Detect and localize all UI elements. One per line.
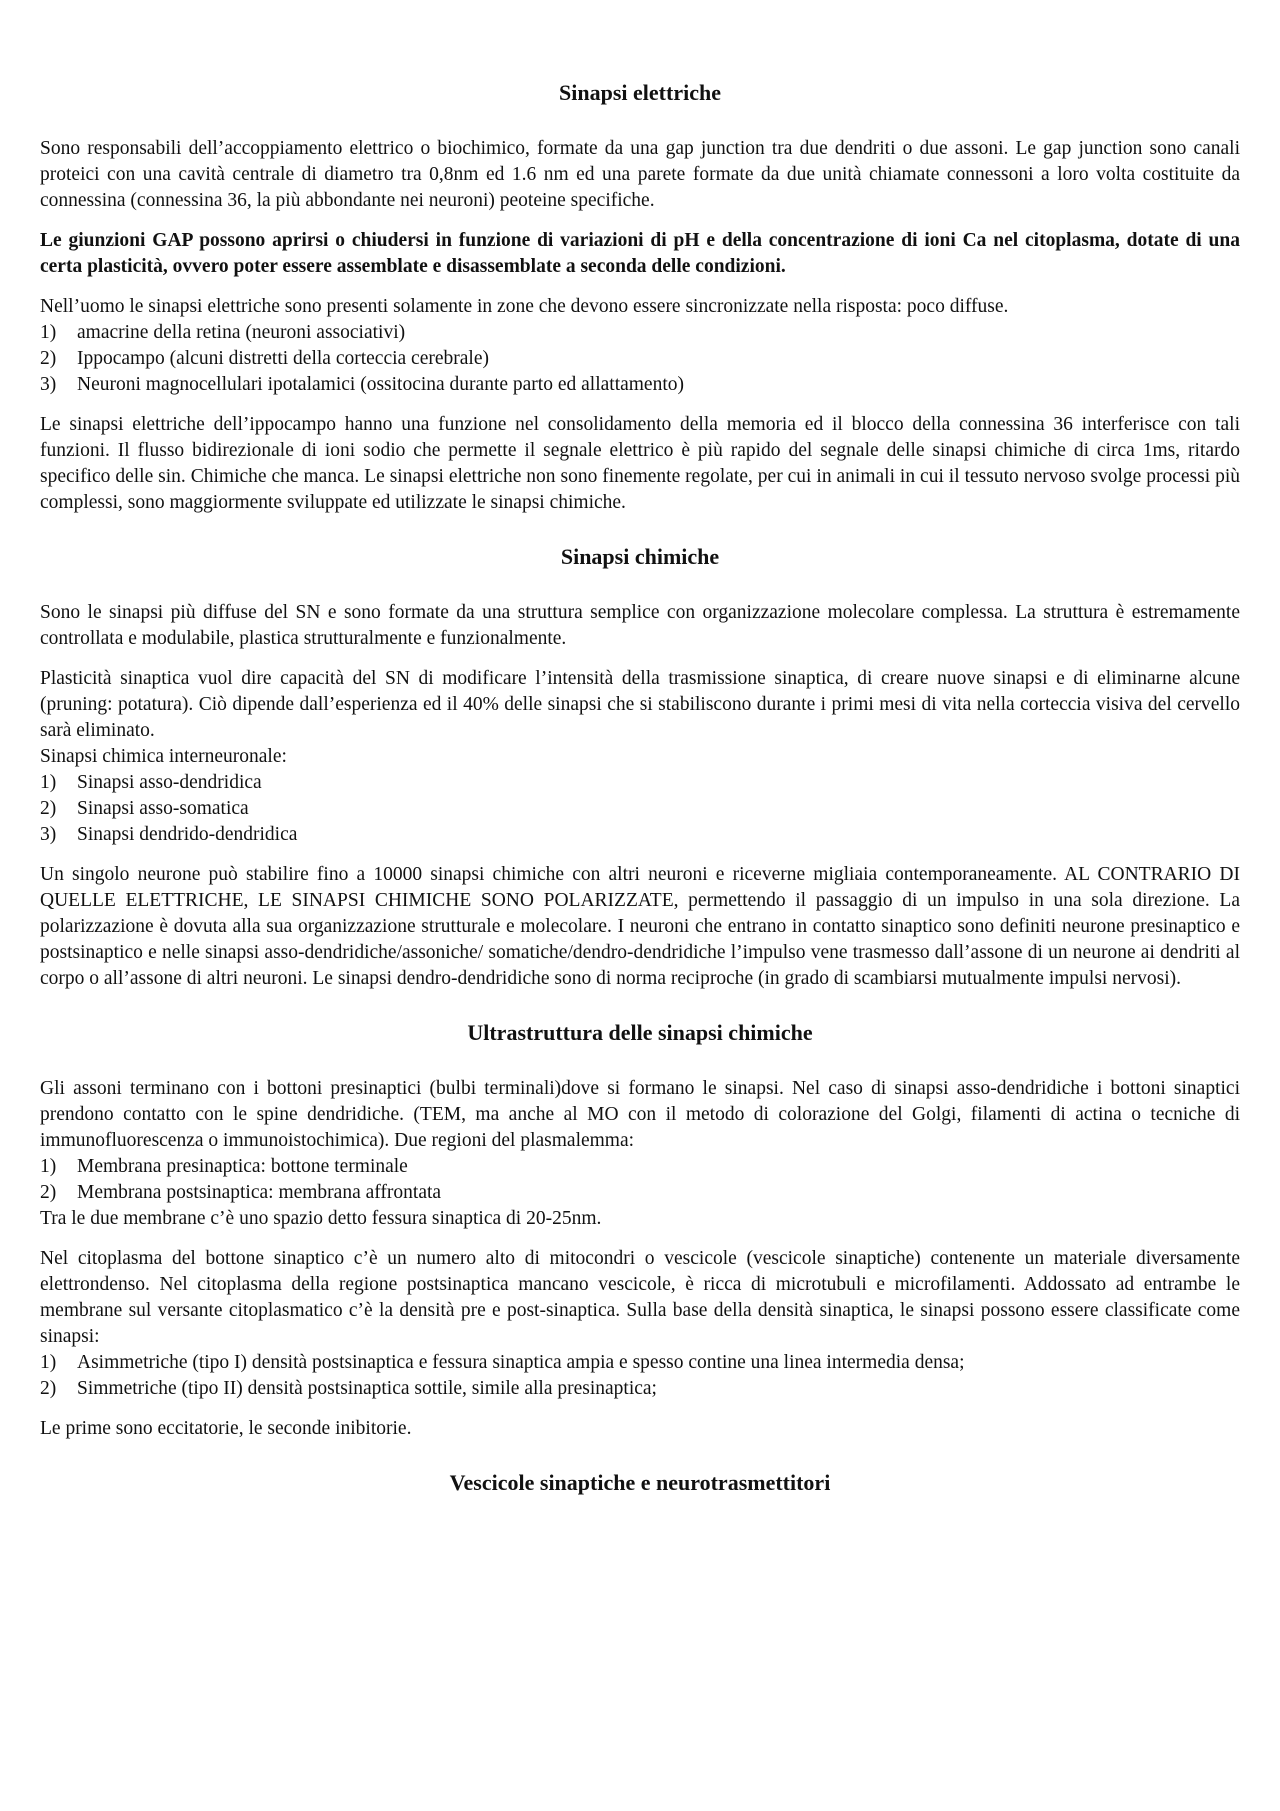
list-text: Sinapsi asso-dendridica [77,772,262,793]
paragraph: Gli assoni terminano con i bottoni presinaptici (bulbi terminali)dove si formano le sinapsi. Nel caso di sinapsi asso-dendridiche i bottoni sinaptici prendono contatto con le spine dendridiche. (TEM, ma anche al MO con il metodo di colorazione del Golgi, filamenti di actina o tecniche di immunofluorescenza o immunoistochimica). Due regioni del plasmalemma: [40,1078,1240,1151]
list-text: Neuroni magnocellulari ipotalamici (ossitocina durante parto ed allattamento) [77,374,684,395]
paragraph: Le sinapsi elettriche dell’ippocampo hanno una funzione nel consolidamento della memoria ed il blocco della connessina 36 interferisce con tali funzioni. Il flusso bidirezionale di ioni sodio che permette il segnale elettrico è più rapido del segnale delle sinapsi chimiche di circa 1ms, ritardo specifico delle sin. Chimiche che manca. Le sinapsi elettriche non sono finemente regolate, per cui in animali in cui il tessuto nervoso svolge processi più complessi, sono maggiormente sviluppate ed utilizzate le sinapsi chimiche. [40,414,1240,513]
paragraph: Nell’uomo le sinapsi elettriche sono presenti solamente in zone che devono essere sincronizzate nella risposta: poco diffuse. [40,296,1009,317]
list-text: Asimmetriche (tipo I) densità postsinaptica e fessura sinaptica ampia e spesso contine una linea intermedia densa; [77,1352,965,1373]
paragraph: Le prime sono eccitatorie, le seconde inibitorie. [40,1418,412,1439]
list-item [40,320,1240,346]
bold-paragraph: Le giunzioni GAP possono aprirsi o chiudersi in funzione di variazioni di pH e della concentrazione di ioni Ca nel citoplasma, dotate di una certa plasticità, ovvero poter essere assemblate e disassemblate a seconda delle condizioni. [40,230,1240,277]
list-number: 3) [40,824,57,845]
list-text: Sinapsi dendrido-dendridica [77,824,298,845]
list-text: Ippocampo (alcuni distretti della corteccia cerebrale) [77,348,489,369]
list-item [40,372,1240,398]
paragraph: Sono le sinapsi più diffuse del SN e sono formate da una struttura semplice con organizzazione molecolare complessa. La struttura è estremamente controllata e modulabile, plastica strutturalmente e funzionalmente. [40,602,1240,649]
paragraph: Sono responsabili dell’accoppiamento elettrico o biochimico, formate da una gap junction tra due dendriti o due assoni. Le gap junction sono canali proteici con una cavità centrale di diametro tra 0,8nm ed 1.6 nm ed una parete formate da due unità chiamate connessoni a loro volta costituite da connessina (connessina 36, la più abbondante nei neuroni) peoteine specifiche. [40,138,1240,211]
list-number: 1) [40,322,57,343]
list-number: 2) [40,1378,57,1399]
list-item [40,822,1240,848]
list-item [40,1350,1240,1376]
list-text: Membrana presinaptica: bottone terminale [77,1156,408,1177]
list-item [40,346,1240,372]
list-number: 2) [40,798,57,819]
list-number: 2) [40,1182,57,1203]
numbered-list [40,1154,1240,1206]
paragraph: Nel citoplasma del bottone sinaptico c’è un numero alto di mitocondri o vescicole (vescicole sinaptiche) contenente un materiale diversamente elettrondenso. Nel citoplasma della regione postsinaptica mancano vescicole, è ricca di microtubuli e microfilamenti. Addossato ad entrambe le membrane sul versante citoplasmatico c’è la densità pre e post-sinaptica. Sulla base della densità sinaptica, le sinapsi possono essere classificate come sinapsi: [40,1248,1240,1347]
list-text: amacrine della retina (neuroni associativi) [77,322,406,343]
list-item [40,1180,1240,1206]
numbered-list [40,1350,1240,1402]
list-number: 2) [40,348,57,369]
page-content [40,78,1240,1498]
section-title-sinapsi-chimiche: Sinapsi chimiche [560,544,720,569]
list-text: Simmetriche (tipo II) densità postsinaptica sottile, simile alla presinaptica; [77,1378,657,1399]
list-text: Membrana postsinaptica: membrana affrontata [77,1182,442,1203]
section-title-sinapsi-elettriche: Sinapsi elettriche [559,80,721,105]
list-item [40,770,1240,796]
list-text: Sinapsi asso-somatica [77,798,249,819]
list-item [40,1376,1240,1402]
list-number: 3) [40,374,57,395]
section-title-vescicole: Vescicole sinaptiche e neurotrasmettitori [449,1470,831,1495]
list-item [40,1154,1240,1180]
paragraph: Un singolo neurone può stabilire fino a 10000 sinapsi chimiche con altri neuroni e riceverne migliaia contemporaneamente. AL CONTRARIO DI QUELLE ELETTRICHE, LE SINAPSI CHIMICHE SONO POLARIZZATE, permettendo il passaggio di un impulso in una sola direzione. La polarizzazione è dovuta alla sua organizzazione strutturale e molecolare. I neuroni che entrano in contatto sinaptico sono definiti neurone presinaptico e postsinaptico e nelle sinapsi asso-dendridiche/assoniche/ somatiche/dendro-dendridiche l’impulso vene trasmesso dall’assone di un neurone ai dendriti al corpo o all’assone di altri neuroni. Le sinapsi dendro-dendridiche sono di norma reciproche (in grado di scambiarsi mutualmente impulsi nervosi). [40,864,1240,989]
section-title-ultrastruttura: Ultrastruttura delle sinapsi chimiche [467,1020,813,1045]
list-item [40,796,1240,822]
paragraph: Tra le due membrane c’è uno spazio detto fessura sinaptica di 20-25nm. [40,1208,602,1229]
paragraph: Sinapsi chimica interneuronale: [40,746,287,767]
list-number: 1) [40,1352,57,1373]
paragraph: Plasticità sinaptica vuol dire capacità del SN di modificare l’intensità della trasmissione sinaptica, di creare nuove sinapsi e di eliminarne alcune (pruning: potatura). Ciò dipende dall’esperienza ed il 40% delle sinapsi che si stabiliscono durante i primi mesi di vita nella corteccia visiva del cervello sarà eliminato. [40,668,1240,741]
list-number: 1) [40,772,57,793]
list-number: 1) [40,1156,57,1177]
numbered-list [40,320,1240,398]
numbered-list [40,770,1240,848]
